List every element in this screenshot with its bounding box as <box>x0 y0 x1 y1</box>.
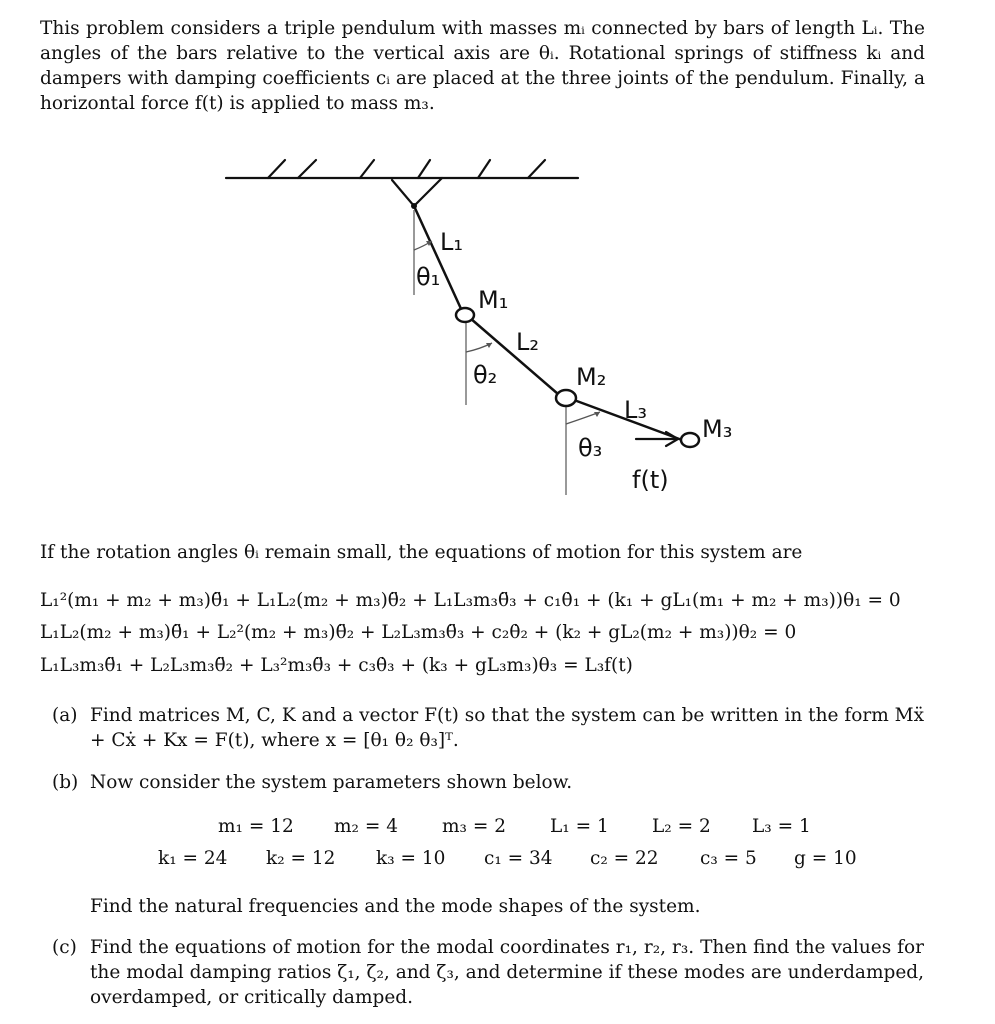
part-b <box>52 770 924 795</box>
param-c3: c₃ = 5 <box>700 848 757 869</box>
mass-3 <box>681 433 699 447</box>
mass-1 <box>456 308 474 322</box>
param-c1: c₁ = 34 <box>484 848 553 869</box>
parameter-row-2 <box>0 848 995 878</box>
part-c <box>52 935 924 1010</box>
parameter-row-1 <box>0 816 995 846</box>
param-k1: k₁ = 24 <box>158 848 228 869</box>
label-L3: L₃ <box>624 396 647 424</box>
part-b-text: Now consider the system parameters shown below. <box>90 772 573 793</box>
param-L1: L₁ = 1 <box>550 816 609 837</box>
part-b-followup <box>52 894 924 919</box>
param-L3: L₃ = 1 <box>752 816 811 837</box>
label-theta3: θ₃ <box>578 434 603 462</box>
param-m1: m₁ = 12 <box>218 816 294 837</box>
part-a <box>52 703 924 753</box>
part-a-label: (a) <box>52 705 78 726</box>
equation-1: L₁²(m₁ + m₂ + m₃)θ̈₁ + L₁L₂(m₂ + m₃)θ̈₂ + L₁L₃m₃θ̈₃ + c₁θ̇₁ + (k₁ + gL₁(m₁ + m₂ + m₃))θ₁ = 0 <box>40 590 901 611</box>
label-M3: M₃ <box>702 415 733 443</box>
ceiling-hatch <box>418 160 430 178</box>
intro-paragraph: This problem considers a triple pendulum with masses mᵢ connected by bars of length Lᵢ. The angles of the bars relative to the vertical axis are θᵢ. Rotational springs of stiffness kᵢ and dampers with damping coefficients cᵢ are placed at the three joints of the pendulum. Finally, a horizontal force f(t) is applied to mass m₃. <box>40 18 925 114</box>
param-m3: m₃ = 2 <box>442 816 506 837</box>
ceiling-hatch <box>298 160 316 178</box>
label-M2: M₂ <box>576 363 607 391</box>
mass-2 <box>556 390 576 406</box>
equations-intro: If the rotation angles θᵢ remain small, the equations of motion for this system are <box>40 542 803 563</box>
param-m2: m₂ = 4 <box>334 816 398 837</box>
label-theta1: θ₁ <box>416 263 441 291</box>
pivot-support <box>392 178 442 206</box>
part-c-label: (c) <box>52 937 77 958</box>
label-force: f(t) <box>632 466 669 494</box>
part-a-text: Find matrices M, C, K and a vector F(t) so that the system can be written in the form Mẍ + Cẋ + Kx = F(t), where x = [θ₁ θ₂ θ₃]ᵀ. <box>90 705 924 751</box>
bar-1 <box>414 206 462 311</box>
param-g: g = 10 <box>794 848 857 869</box>
label-M1: M₁ <box>478 286 509 314</box>
param-L2: L₂ = 2 <box>652 816 711 837</box>
ceiling-hatch <box>478 160 490 178</box>
label-L1: L₁ <box>440 228 463 256</box>
param-c2: c₂ = 22 <box>590 848 659 869</box>
equation-3: L₁L₃m₃θ̈₁ + L₂L₃m₃θ̈₂ + L₃²m₃θ̈₃ + c₃θ̇₃ + (k₃ + gL₃m₃)θ₃ = L₃f(t) <box>40 655 633 676</box>
part-b-label: (b) <box>52 772 79 793</box>
angle-arc-3 <box>566 412 600 424</box>
ceiling-hatch <box>268 160 285 178</box>
part-c-text: Find the equations of motion for the modal coordinates r₁, r₂, r₃. Then find the values for the modal damping ratios ζ₁, ζ₂, and ζ₃, and determine if these modes are underdamped, overdamped, or critically damped. <box>90 937 924 1008</box>
equation-2: L₁L₂(m₂ + m₃)θ̈₁ + L₂²(m₂ + m₃)θ̈₂ + L₂L₃m₃θ̈₃ + c₂θ̇₂ + (k₂ + gL₂(m₂ + m₃))θ₂ = 0 <box>40 622 797 643</box>
param-k3: k₃ = 10 <box>376 848 446 869</box>
label-L2: L₂ <box>516 328 539 356</box>
part-b-followup-text: Find the natural frequencies and the mode shapes of the system. <box>90 896 701 917</box>
ceiling-hatch <box>528 160 545 178</box>
ceiling-hatch <box>360 160 374 178</box>
label-theta2: θ₂ <box>473 361 498 389</box>
param-k2: k₂ = 12 <box>266 848 336 869</box>
